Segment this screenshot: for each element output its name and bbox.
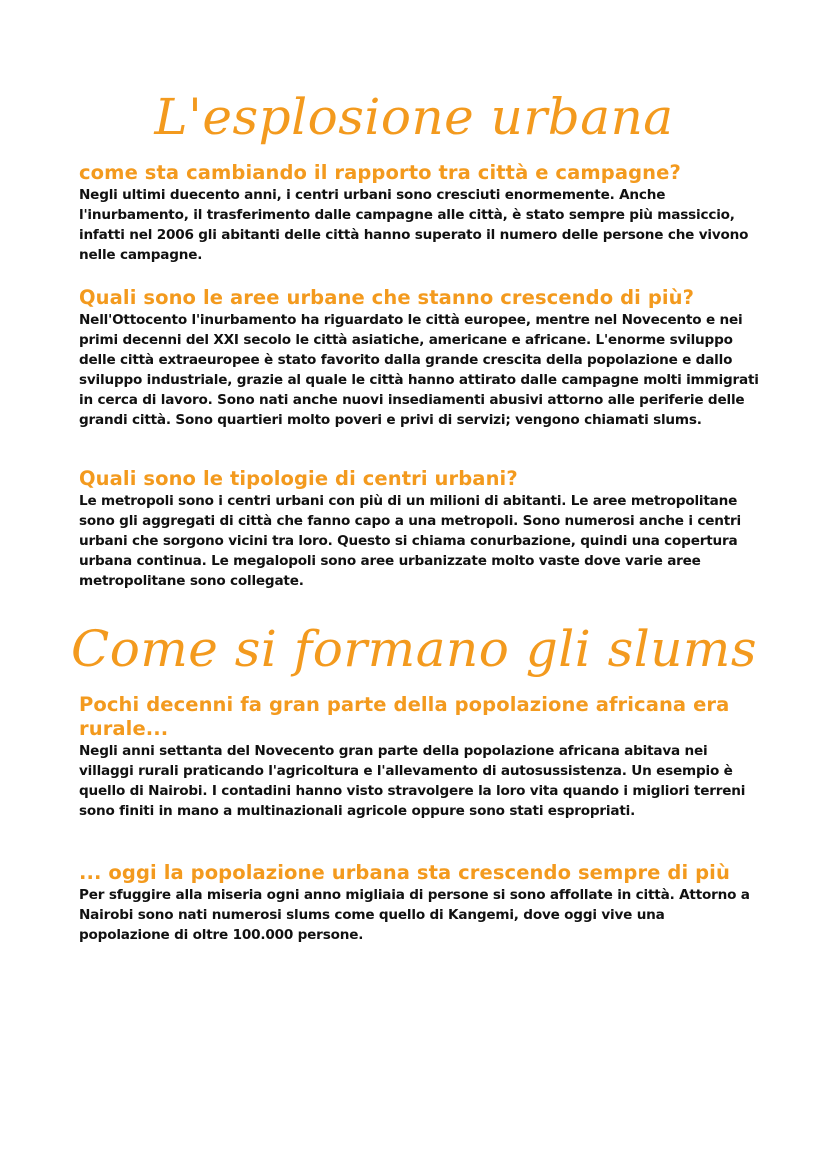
title-come-si-formano-slums: Come si formano gli slums (70, 620, 758, 678)
section-body: Per sfuggire alla miseria ogni anno migliaia di persone si sono affollate in città. Attorno a Nairobi sono nati numerosi slums come quello di Kangemi, dove oggi vive una popolazione di oltre 100.000 persone. (79, 887, 750, 943)
section-heading: Quali sono le aree urbane che stanno crescendo di più? (79, 286, 695, 309)
section-heading: Quali sono le tipologie di centri urbani? (79, 467, 518, 490)
section-tipologie-centri-urbani (79, 467, 759, 591)
section-body: Negli anni settanta del Novecento gran parte della popolazione africana abitava nei villaggi rurali praticando l'agricoltura e l'allevamento di autosussistenza. Un esempio è quello di Nairobi. I contadini hanno visto stravolgere la loro vita quando i migliori terreni sono finiti in mano a multinazionali agricole oppure sono stati espropriati. (79, 743, 746, 819)
section-rapporto-citta-campagne (79, 161, 759, 265)
section-aree-urbane (79, 286, 759, 430)
section-body: Le metropoli sono i centri urbani con più di un milioni di abitanti. Le aree metropolitane sono gli aggregati di città che fanno capo a una metropoli. Sono numerosi anche i centri urbani che sorgono vicini tra loro. Questo si chiama conurbazione, quindi una copertura urbana continua. Le megalopoli sono aree urbanizzate molto vaste dove varie aree metropolitane sono collegate. (79, 493, 741, 589)
section-heading: ... oggi la popolazione urbana sta crescendo sempre di più (79, 861, 730, 884)
title-esplosione-urbana: L'esplosione urbana (154, 88, 674, 146)
section-popolazione-rurale (79, 693, 759, 821)
section-popolazione-urbana (79, 861, 759, 945)
section-body: Nell'Ottocento l'inurbamento ha riguardato le città europee, mentre nel Novecento e nei primi decenni del XXI secolo le città asiatiche, americane e africane. L'enorme sviluppo delle città extraeuropee è stato favorito dalla grande crescita della popolazione e dallo sviluppo industriale, grazie al quale le città hanno attirato dalle campagne molti immigrati in cerca di lavoro. Sono nati anche nuovi insediamenti abusivi attorno alle periferie delle grandi città. Sono quartieri molto poveri e privi di servizi; vengono chiamati slums. (79, 312, 759, 428)
section-body: Negli ultimi duecento anni, i centri urbani sono cresciuti enormemente. Anche l'inurbamento, il trasferimento dalle campagne alle città, è stato sempre più massiccio, infatti nel 2006 gli abitanti delle città hanno superato il numero delle persone che vivono nelle campagne. (79, 187, 749, 263)
section-heading: come sta cambiando il rapporto tra città e campagne? (79, 161, 681, 184)
section-heading: Pochi decenni fa gran parte della popolazione africana era rurale... (79, 693, 730, 740)
